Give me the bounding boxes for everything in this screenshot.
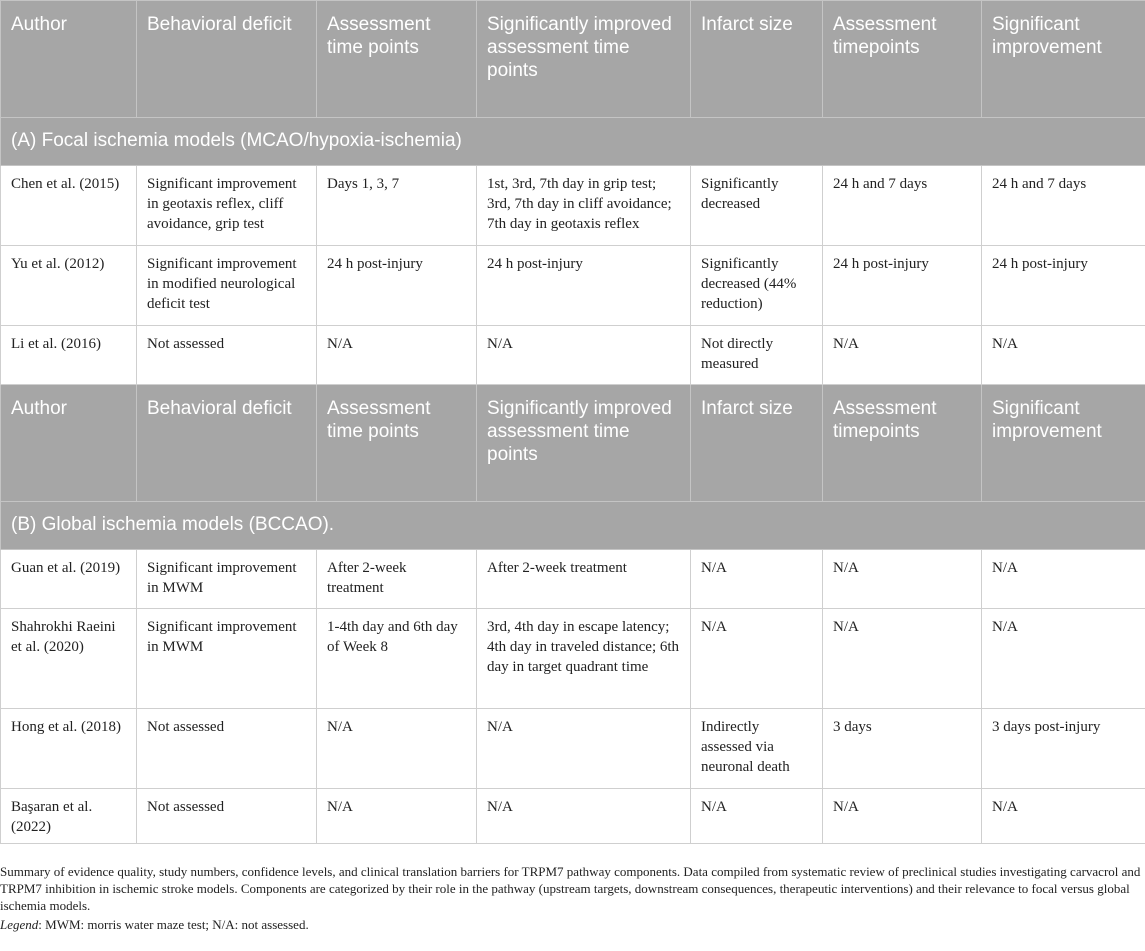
cell-assessment-time-points: Days 1, 3, 7 [317, 166, 477, 246]
cell-significant-improvement: N/A [982, 326, 1145, 385]
cell-significantly-improved: After 2-week treatment [477, 550, 691, 609]
section-b-row [1, 502, 1145, 550]
cell-significantly-improved: N/A [477, 326, 691, 385]
header-assessment-timepoints: Assessment timepoints [823, 385, 982, 502]
cell-infarct-size: N/A [691, 550, 823, 609]
cell-assessment-timepoints: 24 h post-injury [823, 246, 982, 326]
cell-assessment-time-points: After 2-week treatment [317, 550, 477, 609]
cell-infarct-size: Not directly measured [691, 326, 823, 385]
table-footnote: Summary of evidence quality, study numbers, confidence levels, and clinical translation barriers for TRPM7 pathway components. Data compiled from systematic review of preclinical studies investigating carvacrol and TRPM7 inhibition in ischemic stroke models. Components are categorized by their role in the pathway (upstream targets, downstream consequences, therapeutic interventions) and their relevance to focal versus global ischemia models. [0, 864, 1141, 913]
legend-text: : MWM: morris water maze test; N/A: not assessed. [38, 917, 309, 932]
cell-author: Li et al. (2016) [1, 326, 137, 385]
table-legend [0, 916, 1145, 933]
cell-behavioral-deficit: Not assessed [137, 789, 317, 844]
cell-assessment-time-points: 1-4th day and 6th day of Week 8 [317, 609, 477, 709]
cell-significant-improvement: 24 h and 7 days [982, 166, 1145, 246]
cell-behavioral-deficit: Not assessed [137, 326, 317, 385]
table-row [1, 550, 1145, 609]
cell-significant-improvement: N/A [982, 550, 1145, 609]
cell-author: Chen et al. (2015) [1, 166, 137, 246]
cell-significantly-improved: N/A [477, 709, 691, 789]
cell-behavioral-deficit: Not assessed [137, 709, 317, 789]
cell-author: Shahrokhi Raeini et al. (2020) [1, 609, 137, 709]
header-behavioral-deficit: Behavioral deficit [137, 1, 317, 118]
header-significantly-improved: Significantly improved assessment time points [477, 385, 691, 502]
header-assessment-timepoints: Assessment timepoints [823, 1, 982, 118]
cell-significant-improvement: 24 h post-injury [982, 246, 1145, 326]
table-row [1, 609, 1145, 709]
cell-behavioral-deficit: Significant improvement in geotaxis reflex, cliff avoidance, grip test [137, 166, 317, 246]
cell-author: Hong et al. (2018) [1, 709, 137, 789]
cell-infarct-size: N/A [691, 609, 823, 709]
header-infarct-size: Infarct size [691, 1, 823, 118]
cell-infarct-size: Indirectly assessed via neuronal death [691, 709, 823, 789]
header-significantly-improved: Significantly improved assessment time points [477, 1, 691, 118]
cell-author: Guan et al. (2019) [1, 550, 137, 609]
table-row [1, 246, 1145, 326]
header-row-b [1, 385, 1145, 502]
cell-behavioral-deficit: Significant improvement in MWM [137, 609, 317, 709]
cell-assessment-timepoints: 24 h and 7 days [823, 166, 982, 246]
header-row-a [1, 1, 1145, 118]
cell-assessment-time-points: N/A [317, 789, 477, 844]
cell-assessment-timepoints: N/A [823, 609, 982, 709]
table-notes [0, 863, 1145, 933]
cell-significantly-improved: 3rd, 4th day in escape latency; 4th day in traveled distance; 6th day in target quadrant time [477, 609, 691, 709]
header-assessment-time-points: Assessment time points [317, 1, 477, 118]
cell-assessment-time-points: N/A [317, 326, 477, 385]
cell-assessment-timepoints: N/A [823, 550, 982, 609]
header-significant-improvement: Significant improvement [982, 1, 1145, 118]
cell-author: Başaran et al. (2022) [1, 789, 137, 844]
cell-assessment-timepoints: 3 days [823, 709, 982, 789]
header-assessment-time-points: Assessment time points [317, 385, 477, 502]
section-a-title: (A) Focal ischemia models (MCAO/hypoxia-ischemia) [1, 118, 1145, 166]
cell-significant-improvement: 3 days post-injury [982, 709, 1145, 789]
cell-infarct-size: Significantly decreased (44% reduction) [691, 246, 823, 326]
cell-author: Yu et al. (2012) [1, 246, 137, 326]
table-row [1, 789, 1145, 844]
cell-assessment-timepoints: N/A [823, 326, 982, 385]
cell-assessment-time-points: N/A [317, 709, 477, 789]
header-behavioral-deficit: Behavioral deficit [137, 385, 317, 502]
cell-significantly-improved: 24 h post-injury [477, 246, 691, 326]
header-significant-improvement: Significant improvement [982, 385, 1145, 502]
legend-label: Legend [0, 917, 39, 932]
section-a-row [1, 118, 1145, 166]
cell-significantly-improved: 1st, 3rd, 7th day in grip test; 3rd, 7th day in cliff avoidance; 7th day in geotaxis reflex [477, 166, 691, 246]
cell-infarct-size: Significantly decreased [691, 166, 823, 246]
table-row [1, 166, 1145, 246]
cell-behavioral-deficit: Significant improvement in modified neurological deficit test [137, 246, 317, 326]
header-author: Author [1, 385, 137, 502]
cell-significant-improvement: N/A [982, 609, 1145, 709]
cell-assessment-timepoints: N/A [823, 789, 982, 844]
table-row [1, 326, 1145, 385]
cell-significant-improvement: N/A [982, 789, 1145, 844]
section-b-title: (B) Global ischemia models (BCCAO). [1, 502, 1145, 550]
table-row [1, 709, 1145, 789]
cell-infarct-size: N/A [691, 789, 823, 844]
cell-significantly-improved: N/A [477, 789, 691, 844]
cell-behavioral-deficit: Significant improvement in MWM [137, 550, 317, 609]
cell-assessment-time-points: 24 h post-injury [317, 246, 477, 326]
header-author: Author [1, 1, 137, 118]
header-infarct-size: Infarct size [691, 385, 823, 502]
